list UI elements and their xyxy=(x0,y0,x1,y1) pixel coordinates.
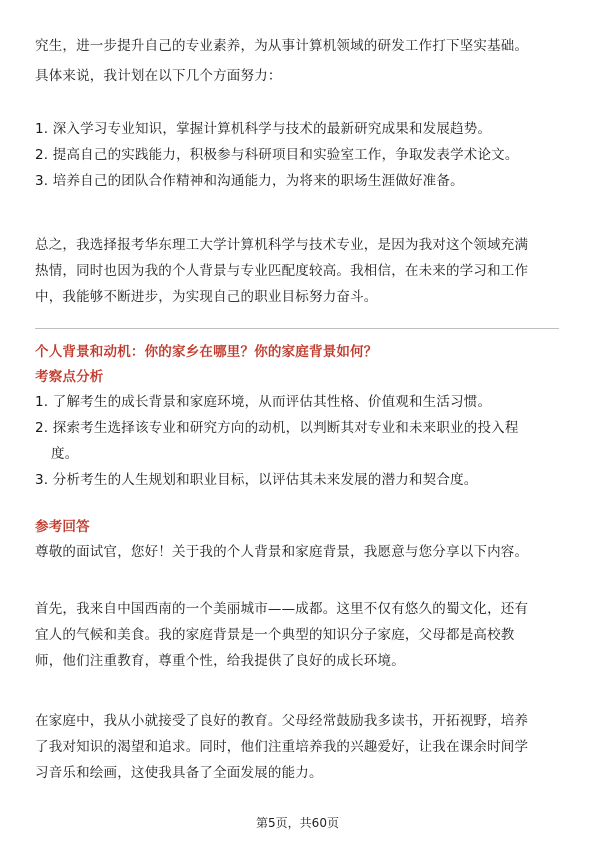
answer-paragraph-family xyxy=(35,708,559,786)
list-item: 3. 分析考生的人生规划和职业目标，以评估其未来发展的潜力和契合度。 xyxy=(35,472,478,488)
page-number: 第5页，共60页 xyxy=(256,816,339,830)
text-line: 宜人的气候和美食。我的家庭背景是一个典型的知识分子家庭，父母都是高校教 xyxy=(35,627,515,643)
question-section xyxy=(35,339,559,493)
plan-list xyxy=(35,116,559,194)
list-item: 1. 深入学习专业知识，掌握计算机科学与技术的最新研究成果和发展趋势。 xyxy=(35,121,492,137)
text-line: 中，我能够不断进步，为实现自己的职业目标努力奋斗。 xyxy=(35,289,378,305)
text-line: 师，他们注重教育，尊重个性，给我提供了良好的成长环境。 xyxy=(35,653,405,669)
list-item: 2. 探索考生选择该专业和研究方向的动机，以判断其对专业和未来职业的投入程 xyxy=(35,420,519,436)
answer-heading: 参考回答 xyxy=(35,519,90,535)
text-line: 首先，我来自中国西南的一个美丽城市——成都。这里不仅有悠久的蜀文化，还有 xyxy=(35,601,529,617)
list-item: 2. 提高自己的实践能力，积极参与科研项目和实验室工作，争取发表学术论文。 xyxy=(35,147,519,163)
list-item: 1. 了解考生的成长背景和家庭环境，从而评估其性格、价值观和生活习惯。 xyxy=(35,394,492,410)
summary-paragraph xyxy=(35,232,559,310)
text-line: 在家庭中，我从小就接受了良好的教育。父母经常鼓励我多读书，开拓视野，培养 xyxy=(35,713,529,729)
text-line: 具体来说，我计划在以下几个方面努力： xyxy=(35,68,282,84)
text-line: 习音乐和绘画，这使我具备了全面发展的能力。 xyxy=(35,765,323,781)
analysis-heading: 考察点分析 xyxy=(35,369,104,385)
answer-section xyxy=(35,515,559,565)
text-line: 了我对知识的渴望和追求。同时，他们注重培养我的兴趣爱好，让我在课余时间学 xyxy=(35,739,529,755)
text-line: 热情，同时也因为我的个人背景与专业匹配度较高。我相信，在未来的学习和工作 xyxy=(35,263,529,279)
intro-block xyxy=(35,33,559,89)
answer-paragraph-hometown xyxy=(35,596,559,674)
text-line: 总之，我选择报考华东理工大学计算机科学与技术专业，是因为我对这个领域充满 xyxy=(35,237,529,253)
text-line: 尊敬的面试官，您好！关于我的个人背景和家庭背景，我愿意与您分享以下内容。 xyxy=(35,544,529,560)
list-item: 3. 培养自己的团队合作精神和沟通能力，为将来的职场生涯做好准备。 xyxy=(35,173,464,189)
text-line: 究生，进一步提升自己的专业素养，为从事计算机领域的研发工作打下坚实基础。 xyxy=(35,38,529,54)
question-title: 个人背景和动机：你的家乡在哪里？你的家庭背景如何？ xyxy=(35,344,378,360)
section-divider xyxy=(35,328,559,329)
list-item: 度。 xyxy=(51,446,79,462)
